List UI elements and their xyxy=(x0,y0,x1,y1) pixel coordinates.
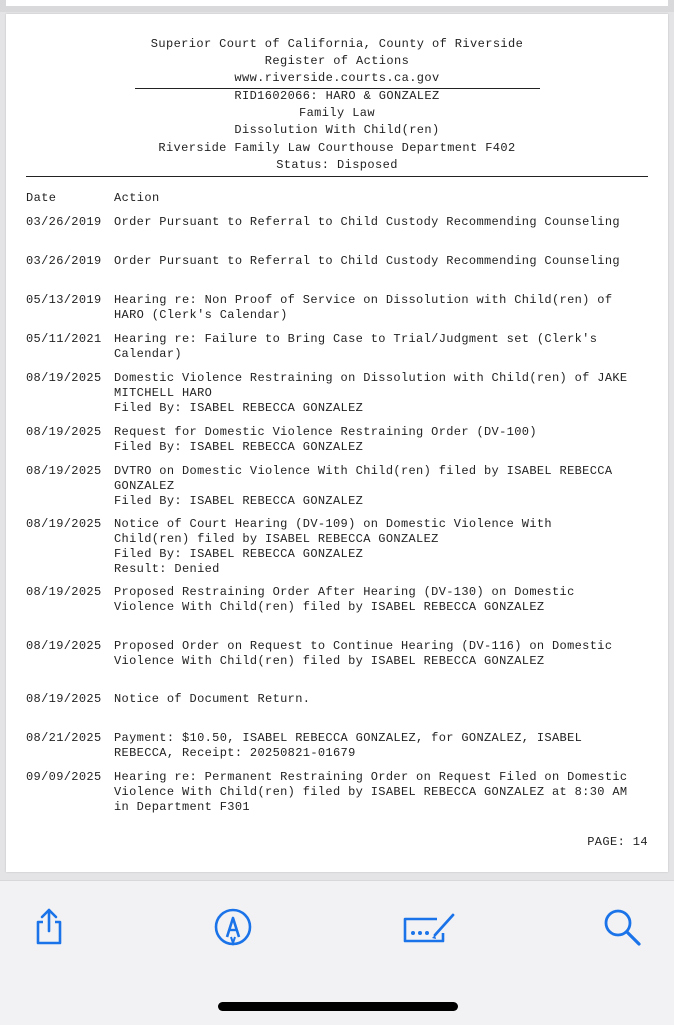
entry-action-text: Notice of Document Return. xyxy=(114,692,311,706)
entry-action xyxy=(114,731,654,761)
markup-button[interactable] xyxy=(211,905,255,949)
entry-filed-by: Filed By: ISABEL REBECCA GONZALEZ xyxy=(114,401,364,415)
entry-action xyxy=(114,585,654,615)
signature-icon xyxy=(399,907,459,947)
share-icon xyxy=(31,907,67,947)
signature-button[interactable] xyxy=(398,905,460,949)
date-column-header: Date xyxy=(26,191,57,205)
entry-date: 08/19/2025 xyxy=(26,585,102,599)
register-title: Register of Actions xyxy=(264,54,410,68)
entry-date: 08/19/2025 xyxy=(26,692,102,706)
entry-action xyxy=(114,215,654,230)
page-number: PAGE: 14 xyxy=(587,835,648,849)
entry-date: 08/19/2025 xyxy=(26,371,102,385)
entry-action xyxy=(114,332,654,362)
entry-date: 08/19/2025 xyxy=(26,464,102,478)
court-website[interactable]: www.riverside.courts.ca.gov xyxy=(234,71,440,85)
entry-action xyxy=(114,464,654,509)
entry-action xyxy=(114,254,654,269)
entry-filed-by: Filed By: ISABEL REBECCA GONZALEZ xyxy=(114,494,364,508)
entry-date: 08/19/2025 xyxy=(26,639,102,653)
entry-action xyxy=(114,692,654,707)
entry-action-text: Hearing re: Failure to Bring Case to Trial/Judgment set (Clerk's Calendar) xyxy=(114,332,598,361)
bottom-toolbar xyxy=(0,880,674,1025)
case-subtype: Dissolution With Child(ren) xyxy=(234,123,440,137)
entry-date: 08/19/2025 xyxy=(26,517,102,531)
entry-action-text: Proposed Restraining Order After Hearing (DV-130) on Domestic Violence With Child(ren) filed by ISABEL REBECCA GONZALEZ xyxy=(114,585,575,614)
entry-action-text: Hearing re: Permanent Restraining Order on Request Filed on Domestic Violence With Child(ren) filed by ISABEL REBECCA GONZALEZ at 8:30 AM in Department F301 xyxy=(114,770,628,814)
entry-action xyxy=(114,293,654,323)
entry-action-text: Order Pursuant to Referral to Child Custody Recommending Counseling xyxy=(114,215,620,229)
home-indicator[interactable] xyxy=(218,1002,458,1011)
entry-action-text: Order Pursuant to Referral to Child Custody Recommending Counseling xyxy=(114,254,620,268)
action-column-header: Action xyxy=(114,191,160,205)
entry-result: Result: Denied xyxy=(114,562,220,576)
entry-date: 03/26/2019 xyxy=(26,215,102,229)
markup-icon xyxy=(213,907,253,947)
document-page xyxy=(6,14,668,872)
entry-action-text: Hearing re: Non Proof of Service on Dissolution with Child(ren) of HARO (Clerk's Calendar) xyxy=(114,293,613,322)
search-button[interactable] xyxy=(600,905,644,949)
case-id: RID1602066: HARO & GONZALEZ xyxy=(234,89,440,103)
entry-date: 08/19/2025 xyxy=(26,425,102,439)
entry-date: 03/26/2019 xyxy=(26,254,102,268)
entry-filed-by: Filed By: ISABEL REBECCA GONZALEZ xyxy=(114,440,364,454)
entry-filed-by: Filed By: ISABEL REBECCA GONZALEZ xyxy=(114,547,364,561)
entry-action xyxy=(114,425,654,455)
courthouse-location: Riverside Family Law Courthouse Department F402 xyxy=(158,141,516,155)
case-status: Status: Disposed xyxy=(276,158,398,172)
case-type: Family Law xyxy=(298,106,375,120)
entry-action xyxy=(114,517,654,577)
entry-action-text: Notice of Court Hearing (DV-109) on Domestic Violence With Child(ren) filed by ISABEL REBECCA GONZALEZ xyxy=(114,517,552,546)
entry-date: 05/11/2021 xyxy=(26,332,102,346)
entry-action-text: Payment: $10.50, ISABEL REBECCA GONZALEZ, for GONZALEZ, ISABEL REBECCA, Receipt: 20250821-01679 xyxy=(114,731,583,760)
entry-action-text: DVTRO on Domestic Violence With Child(ren) filed by ISABEL REBECCA GONZALEZ xyxy=(114,464,613,493)
entry-action xyxy=(114,639,654,669)
entry-action-text: Proposed Order on Request to Continue Hearing (DV-116) on Domestic Violence With Child(ren) filed by ISABEL REBECCA GONZALEZ xyxy=(114,639,613,668)
entry-date: 09/09/2025 xyxy=(26,770,102,784)
entry-date: 05/13/2019 xyxy=(26,293,102,307)
search-icon xyxy=(602,907,642,947)
entry-action-text: Request for Domestic Violence Restraining Order (DV-100) xyxy=(114,425,537,439)
entry-action-text: Domestic Violence Restraining on Dissolution with Child(ren) of JAKE MITCHELL HARO xyxy=(114,371,628,400)
court-name: Superior Court of California, County of Riverside xyxy=(150,37,524,51)
entry-date: 08/21/2025 xyxy=(26,731,102,745)
entry-action xyxy=(114,770,654,815)
share-button[interactable] xyxy=(27,905,71,949)
table-divider xyxy=(26,176,648,177)
previous-page-edge xyxy=(0,0,674,12)
entry-action xyxy=(114,371,654,416)
